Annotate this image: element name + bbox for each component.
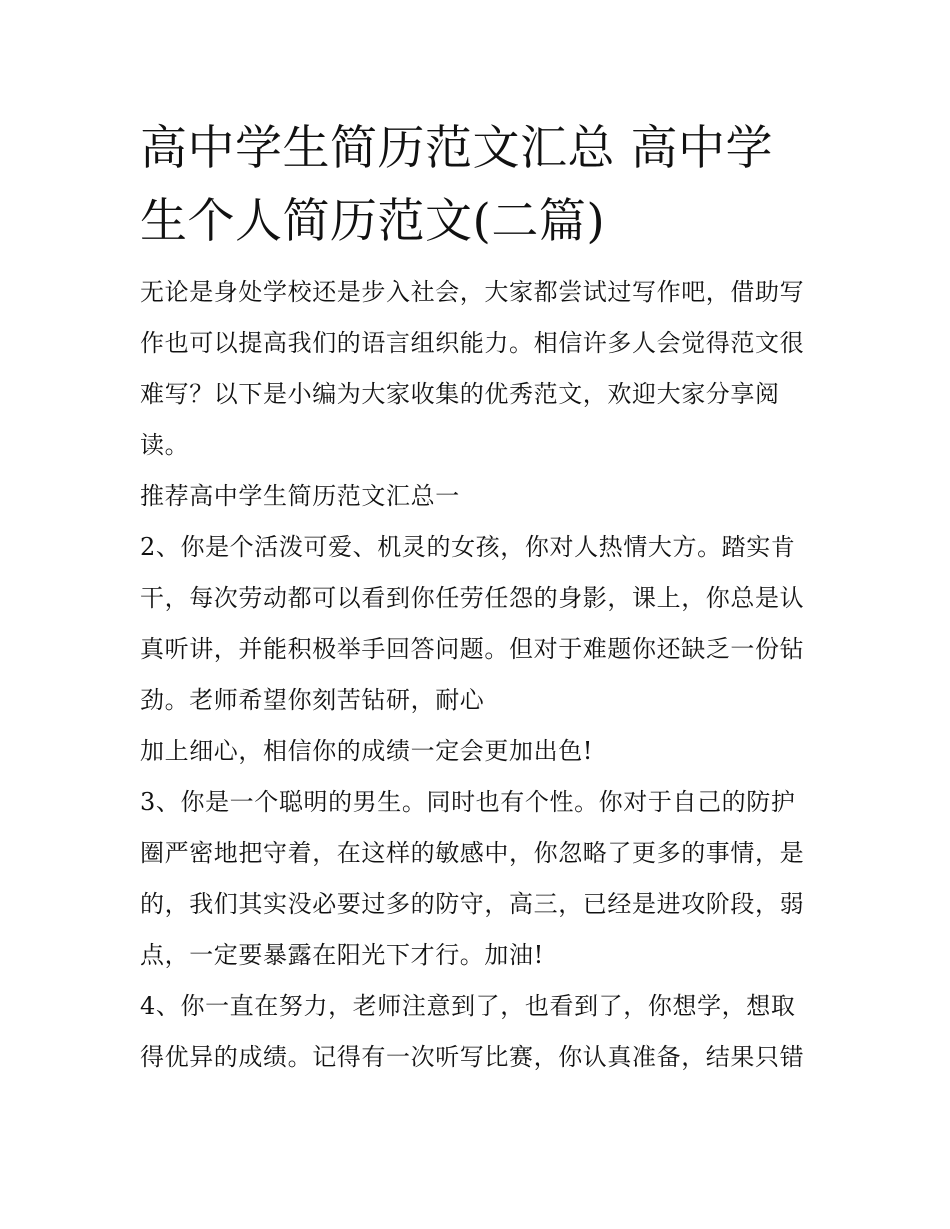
section-heading (140, 471, 820, 522)
document-title (140, 112, 820, 258)
title-line: 高中学生简历范文汇总 高中学 (140, 121, 773, 176)
comment-paragraph-2 (140, 522, 820, 726)
text-line: 4、你一直在努力，老师注意到了，也看到了，你想学，想取 (140, 992, 796, 1020)
document-content (140, 112, 820, 1083)
intro-paragraph (140, 267, 820, 471)
text-line: 圈严密地把守着，在这样的敏感中，你忽略了更多的事情，是 (140, 839, 805, 867)
comment-paragraph-2-continued (140, 726, 820, 777)
text-line: 3、你是一个聪明的男生。同时也有个性。你对于自己的防护 (140, 788, 796, 816)
text-line: 推荐高中学生简历范文汇总一 (140, 482, 460, 510)
text-line: 干，每次劳动都可以看到你任劳任怨的身影，课上，你总是认 (140, 584, 805, 612)
comment-paragraph-3 (140, 777, 820, 981)
text-line: 难写？以下是小编为大家收集的优秀范文，欢迎大家分享阅 (140, 380, 780, 408)
text-line: 加上细心，相信你的成绩一定会更加出色! (140, 737, 594, 765)
text-line: 无论是身处学校还是步入社会，大家都尝试过写作吧，借助写 (140, 278, 805, 306)
text-line: 劲。老师希望你刻苦钻研，耐心 (140, 686, 485, 714)
text-line: 点，一定要暴露在阳光下才行。加油! (140, 941, 544, 969)
text-line: 2、你是个活泼可爱、机灵的女孩，你对人热情大方。踏实肯 (140, 533, 796, 561)
text-line: 读。 (140, 431, 190, 459)
text-line: 的，我们其实没必要过多的防守，高三，已经是进攻阶段，弱 (140, 890, 805, 918)
text-line: 作也可以提高我们的语言组织能力。相信许多人会觉得范文很 (140, 329, 805, 357)
text-line: 真听讲，并能积极举手回答问题。但对于难题你还缺乏一份钻 (140, 635, 805, 663)
document-body (140, 267, 820, 1083)
text-line: 得优异的成绩。记得有一次听写比赛，你认真准备，结果只错 (140, 1043, 805, 1071)
title-line: 生个人简历范文(二篇) (140, 194, 606, 249)
comment-paragraph-4 (140, 981, 820, 1083)
